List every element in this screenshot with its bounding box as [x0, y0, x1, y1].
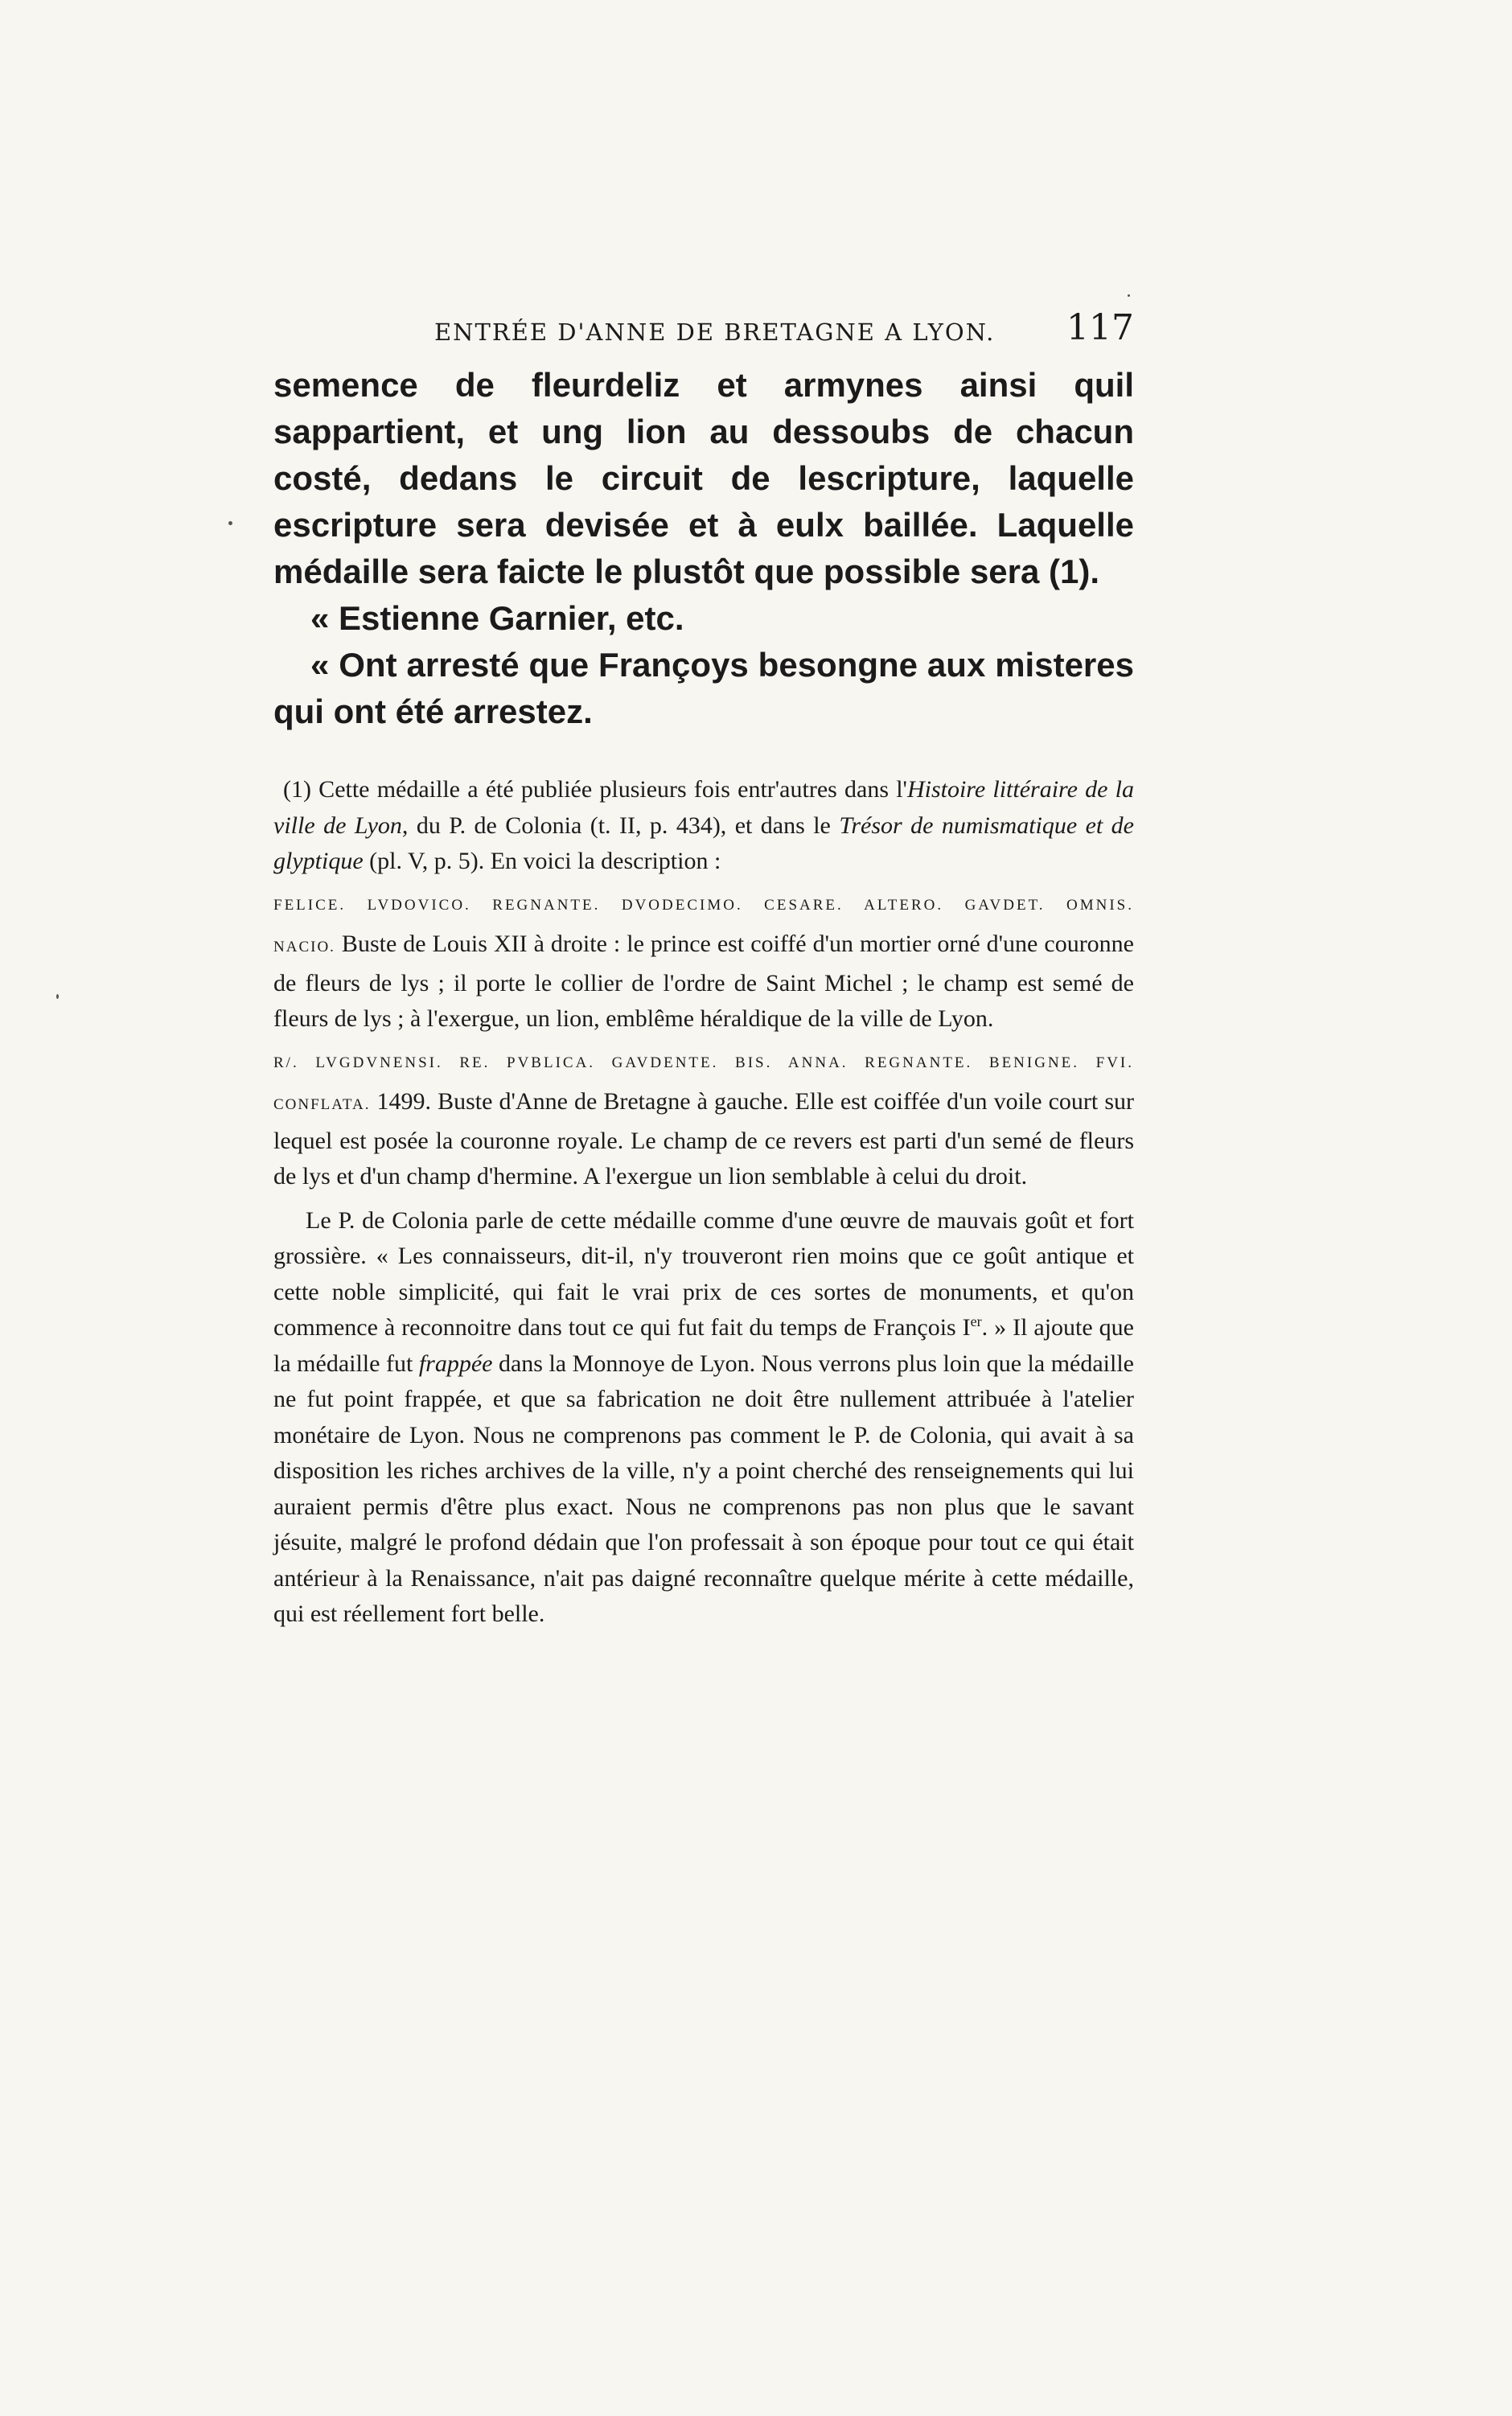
commentary-superscript: er: [970, 1313, 982, 1329]
main-paragraph-3: « Ont arresté que Françoys besongne aux misteres qui ont été arrestez.: [273, 646, 1134, 730]
scan-speck: [228, 521, 232, 525]
commentary-text-b: . » Il ajoute que la médaille fut: [273, 1314, 1134, 1377]
page-number: 117: [1066, 307, 1134, 348]
reverse-description: [273, 1046, 1134, 1195]
footnote-1-text-c: (pl. V, p. 5). En voici la description :: [363, 848, 721, 874]
commentary-italic: frappée: [418, 1350, 493, 1377]
footnote-1: [273, 772, 1134, 880]
running-head: [273, 307, 1134, 360]
scan-speck: [1128, 294, 1130, 297]
obverse-description: [273, 888, 1134, 1037]
main-paragraph-1: semence de fleurdeliz et armynes ainsi quil sappartient, et ung lion au dessoubs de chacun costé, dedans le circuit de lescripture, laquelle escripture sera devisée et à eulx baillée. Laquelle médaille sera faicte le plustôt que possible sera (1).: [273, 366, 1134, 590]
footnote-1-title-2: Trésor de numismatique et de glyptique: [273, 811, 1134, 874]
main-paragraph-2: « Estienne Garnier, etc.: [310, 599, 684, 637]
reverse-text: 1499. Buste d'Anne de Bretagne à gauche. Elle est coiffée d'un voile court sur lequel est posée la couronne royale. Le champ de ce revers est parti d'un semé de fleurs de lys et d'un champ d'hermine. A l'exergue un lion semblable à celui du droit.: [273, 1088, 1134, 1190]
footnote-commentary: [273, 1203, 1134, 1633]
reverse-legend: LVGDVNENSI. RE. PVBLICA. GAVDENTE. BIS. ANNA. REGNANTE. BENIGNE. FVI.: [298, 1054, 1134, 1071]
reverse-mark: R/.: [273, 1054, 299, 1071]
obverse-legend-end: NACIO.: [273, 939, 335, 955]
scan-speck: [56, 994, 59, 999]
commentary-text-c: dans la Monnoye de Lyon. Nous verrons plus loin que la médaille ne fut point frappée, et que sa fabrication ne doit être nullement attribuée à l'atelier monétaire de Lyon. Nous ne comprenons pas comment le P. de Colonia, qui avait à sa disposition les riches archives de la ville, n'y a point cherché des renseignements qui lui auraient permis d'être plus exact. Nous ne comprenons pas non plus que le savant jésuite, malgré le profond dédain que l'on professait à son époque pour tout ce qui était antérieur à la Renaissance, n'ait pas daigné reconnaître quelque mérite à cette médaille, qui est réellement fort belle.: [273, 1350, 1134, 1627]
footnote-1-text-a: (1) Cette médaille a été publiée plusieurs fois entr'autres dans l': [283, 776, 907, 803]
reverse-legend-line: [273, 1046, 1134, 1082]
running-title: ENTRÉE D'ANNE DE BRETAGNE A LYON.: [434, 318, 996, 346]
main-text: [273, 362, 1134, 735]
footnote-1-text-b: , du P. de Colonia (t. II, p. 434), et dans le: [401, 811, 840, 839]
commentary-text-a: Le P. de Colonia parle de cette médaille comme d'une œuvre de mauvais goût et fort grossière. « Les connaisseurs, dit-il, n'y trouveront rien moins que ce goût antique et cette noble simplicité, qui fait le vrai prix de ces sortes de monuments, et qu'on commence à reconnoitre dans tout ce qui fut fait du temps de François I: [273, 1206, 1134, 1341]
footnote-1-title-1: Histoire littéraire de la ville de Lyon: [273, 776, 1134, 839]
reverse-legend-end: CONFLATA.: [273, 1096, 371, 1113]
footnote-block: [273, 772, 1134, 1641]
obverse-legend: FELICE. LVDOVICO. REGNANTE. DVODECIMO. CESARE. ALTERO. GAVDET. OMNIS.: [273, 896, 1134, 914]
obverse-text: Buste de Louis XII à droite : le prince est coiffé d'un mortier orné d'une couronne de fleurs de lys ; il porte le collier de l'ordre de Saint Michel ; le champ est semé de fleurs de lys ; à l'exergue, un lion, emblême héraldique de la ville de Lyon.: [273, 931, 1134, 1032]
